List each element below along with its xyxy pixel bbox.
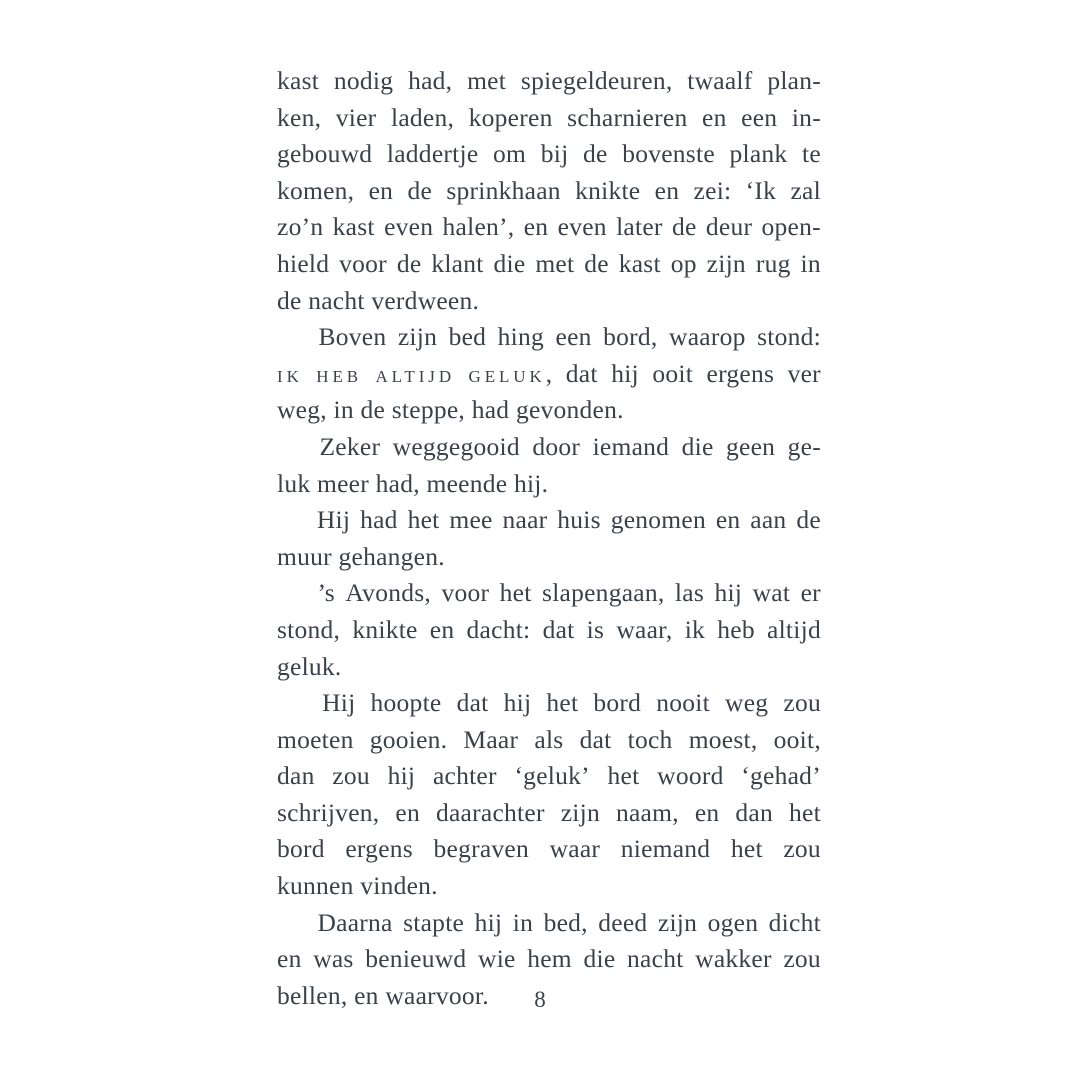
paragraph (277, 575, 821, 685)
word: door (532, 431, 581, 461)
word: ’s (317, 578, 335, 608)
word: nodig (333, 66, 394, 95)
word: bed, (543, 907, 588, 937)
word: dat (579, 724, 612, 754)
paragraph-indent (277, 685, 307, 722)
word: gevonden. (515, 395, 624, 425)
word: zal (790, 175, 821, 205)
text-line (277, 539, 821, 576)
text-line (277, 649, 821, 686)
word: zijn (397, 322, 438, 352)
word: komen, (277, 175, 355, 205)
word: en (523, 212, 549, 242)
word: nacht (308, 285, 365, 315)
word: en (368, 175, 394, 205)
word: en (354, 980, 379, 1010)
text-line (277, 100, 821, 137)
word: aan (750, 505, 787, 535)
paragraph (277, 429, 821, 502)
word: niemand (620, 834, 711, 864)
word: nooit (656, 688, 710, 718)
word: op (670, 248, 697, 278)
word: hij (474, 907, 503, 937)
text-line (277, 941, 821, 978)
page-text-block (277, 63, 821, 1014)
word: luk (277, 468, 311, 498)
word: met (467, 66, 507, 95)
word: en (429, 614, 455, 644)
word: bord (277, 834, 325, 864)
word: rug (755, 248, 791, 278)
word: Avonds, (345, 578, 432, 608)
word: Zeker (319, 431, 381, 461)
word: hij. (513, 468, 549, 498)
word: muur (277, 541, 332, 571)
word: bellen, (277, 980, 348, 1010)
word: altijd (767, 614, 821, 644)
word: mee (449, 505, 493, 535)
word: laddertje (386, 139, 479, 169)
word: weggegooid (392, 431, 520, 461)
word: stond, (277, 614, 341, 644)
word: Boven (318, 322, 387, 352)
word: ‘gehad’ (741, 761, 821, 791)
word: ooit (652, 358, 694, 388)
word: een (741, 102, 778, 132)
word: Daarna (317, 907, 393, 937)
word: Hij (322, 688, 356, 718)
word: moeten (277, 724, 354, 754)
word: iemand (592, 431, 670, 461)
word: en (277, 944, 302, 974)
word: zijn (560, 797, 600, 827)
word: wat (752, 578, 791, 608)
word: de (277, 285, 302, 315)
small-caps-phrase: heb (316, 360, 363, 388)
word: dacht: (466, 614, 531, 644)
word: in (333, 395, 354, 425)
word: had (360, 505, 398, 535)
word: twaalf (687, 66, 753, 95)
word: was (313, 944, 354, 974)
word: is (586, 614, 605, 644)
text-line (277, 209, 821, 246)
page-number: 8 (534, 987, 546, 1012)
word: ge- (787, 431, 821, 461)
word: zou (783, 834, 821, 864)
text-line (277, 722, 821, 759)
word: zou (783, 944, 821, 974)
word: dat (565, 358, 598, 388)
word: dan (735, 797, 774, 827)
word: daarachter (435, 797, 545, 827)
word: in (800, 248, 821, 278)
word: kunnen (277, 871, 354, 901)
text-line (277, 868, 821, 905)
word: begraven (433, 834, 530, 864)
word: even (384, 212, 434, 242)
word: dat (542, 614, 575, 644)
paragraph (277, 319, 821, 429)
word: gooien. (369, 724, 448, 754)
word: hij (503, 688, 532, 718)
word: Hij (316, 505, 351, 535)
text-line (277, 246, 821, 283)
word: de (584, 248, 609, 278)
word (375, 356, 455, 393)
word: geen (726, 431, 776, 461)
word: moest, (688, 724, 758, 754)
word: kast (618, 248, 661, 278)
text-line (277, 319, 821, 356)
word: er (800, 578, 821, 608)
word: het (789, 797, 821, 827)
paragraph-indent (277, 319, 307, 356)
word: hing (497, 322, 545, 352)
word: de (583, 139, 608, 169)
word: zijn (706, 248, 746, 278)
word: een (555, 322, 592, 352)
word: kast (277, 66, 320, 95)
word: dan (277, 761, 315, 791)
word: spiegeldeuren, (520, 66, 673, 95)
text-line (277, 466, 821, 503)
word: koperen (468, 102, 553, 132)
text-line (277, 685, 821, 722)
word: ergens (345, 834, 413, 864)
word: benieuwd (365, 944, 467, 974)
word: naar (502, 505, 548, 535)
paragraph (277, 502, 821, 575)
word: las (674, 578, 705, 608)
word: wie (478, 944, 516, 974)
text-line (277, 356, 821, 393)
text-line (277, 502, 821, 539)
word: om (493, 139, 527, 169)
word: hij (611, 358, 639, 388)
word: had, (375, 468, 420, 498)
word: waarvoor. (385, 980, 489, 1010)
word: hield (277, 248, 330, 278)
word: ergens (706, 358, 775, 388)
word: had (471, 395, 510, 425)
paragraph-indent (277, 905, 307, 942)
word: en (654, 175, 680, 205)
word: deur (705, 212, 753, 242)
word: schrijven, (277, 797, 380, 827)
word: sprinkhaan (446, 175, 561, 205)
word: bed (448, 322, 487, 352)
word: Maar (463, 724, 519, 754)
text-line (277, 429, 821, 466)
text-line (277, 795, 821, 832)
word: hij (387, 761, 416, 791)
small-caps-phrase: geluk (468, 360, 546, 388)
word: zou (332, 761, 370, 791)
text-line (277, 283, 821, 320)
word: ogen (707, 907, 759, 937)
word: de (396, 248, 422, 278)
word: zo’n (277, 212, 324, 242)
paragraph-indent (277, 502, 307, 539)
word: ooit, (773, 724, 821, 754)
word: ‘geluk’ (514, 761, 590, 791)
word: scharnieren (567, 102, 688, 132)
word: waar, (616, 614, 673, 644)
word: deed (598, 907, 648, 937)
word: hoopte (370, 688, 442, 718)
word: dat (456, 688, 489, 718)
word: naam, (615, 797, 679, 827)
word (316, 356, 362, 393)
word: plank (729, 139, 788, 169)
word: met (535, 248, 575, 278)
word: waarop (669, 322, 746, 352)
word: wakker (695, 944, 772, 974)
word: ver (787, 358, 821, 388)
text-line (277, 392, 821, 429)
paragraph-indent (277, 429, 307, 466)
word: en (715, 505, 741, 535)
word: knikte (352, 614, 418, 644)
word: vinden. (360, 871, 438, 901)
word: klant (431, 248, 484, 278)
word: verdween. (371, 285, 480, 315)
word: genomen (610, 505, 706, 535)
word: stond: (757, 322, 821, 352)
text-line (277, 612, 821, 649)
text-line (277, 831, 821, 868)
word: die (583, 944, 616, 974)
word: ‘Ik (745, 175, 777, 205)
text-line (277, 575, 821, 612)
paragraph (277, 63, 821, 319)
word: voor (441, 578, 490, 608)
text-line (277, 905, 821, 942)
word: open- (761, 212, 821, 242)
word: de (407, 175, 433, 205)
word: het (607, 761, 640, 791)
word: de (360, 395, 386, 425)
word: weg (725, 688, 769, 718)
word: vier (335, 102, 377, 132)
text-line (277, 136, 821, 173)
word: bij (540, 139, 569, 169)
word: zijn (657, 907, 698, 937)
word: en (702, 102, 727, 132)
word: halen’, (442, 212, 515, 242)
word: voor (339, 248, 387, 278)
word: het (499, 578, 532, 608)
word: knikte (575, 175, 641, 205)
word: meer (317, 468, 369, 498)
word (277, 356, 303, 393)
word: plan- (767, 66, 821, 95)
small-caps-phrase: altijd (375, 360, 456, 388)
word: huis (557, 505, 601, 535)
word: het (546, 688, 579, 718)
word: hij (714, 578, 743, 608)
paragraph (277, 685, 821, 905)
word: dicht (768, 907, 821, 937)
word: nacht (627, 944, 684, 974)
word: waar (549, 834, 601, 864)
word: hem (527, 944, 572, 974)
word: die (493, 248, 526, 278)
word: achter (432, 761, 497, 791)
word: en (395, 797, 420, 827)
word: laden, (390, 102, 455, 132)
word: meende (426, 468, 508, 498)
word: kast (332, 212, 375, 242)
word: later (616, 212, 663, 242)
word: ik (684, 614, 706, 644)
word: bord (593, 688, 642, 718)
word: woord (657, 761, 724, 791)
word: heb (717, 614, 755, 644)
word: en (694, 797, 720, 827)
word: ken, (277, 102, 322, 132)
word: in- (791, 102, 821, 132)
word: als (534, 724, 564, 754)
word: steppe, (391, 395, 466, 425)
word: slapengaan, (542, 578, 665, 608)
word: had, (408, 66, 453, 95)
text-line (277, 173, 821, 210)
small-caps-phrase: ik (277, 360, 303, 388)
word: bovenste (622, 139, 715, 169)
word: gebouwd (277, 139, 373, 169)
word: stapte (403, 907, 465, 937)
word: geluk. (277, 651, 342, 681)
word: geluk, (468, 358, 553, 388)
word: het (730, 834, 763, 864)
word: gehangen. (338, 541, 445, 571)
text-line (277, 758, 821, 795)
word: de (671, 212, 697, 242)
word: de (796, 505, 821, 535)
paragraph-indent (277, 575, 307, 612)
word: toch (627, 724, 673, 754)
word: te (802, 139, 821, 169)
word: zei: (693, 175, 732, 205)
text-line (277, 63, 821, 100)
word: in (512, 907, 534, 937)
word: zou (783, 688, 821, 718)
word: het (407, 505, 440, 535)
word: die (681, 431, 714, 461)
word: even (557, 212, 607, 242)
word: weg, (277, 395, 327, 425)
word: bord, (603, 322, 658, 352)
